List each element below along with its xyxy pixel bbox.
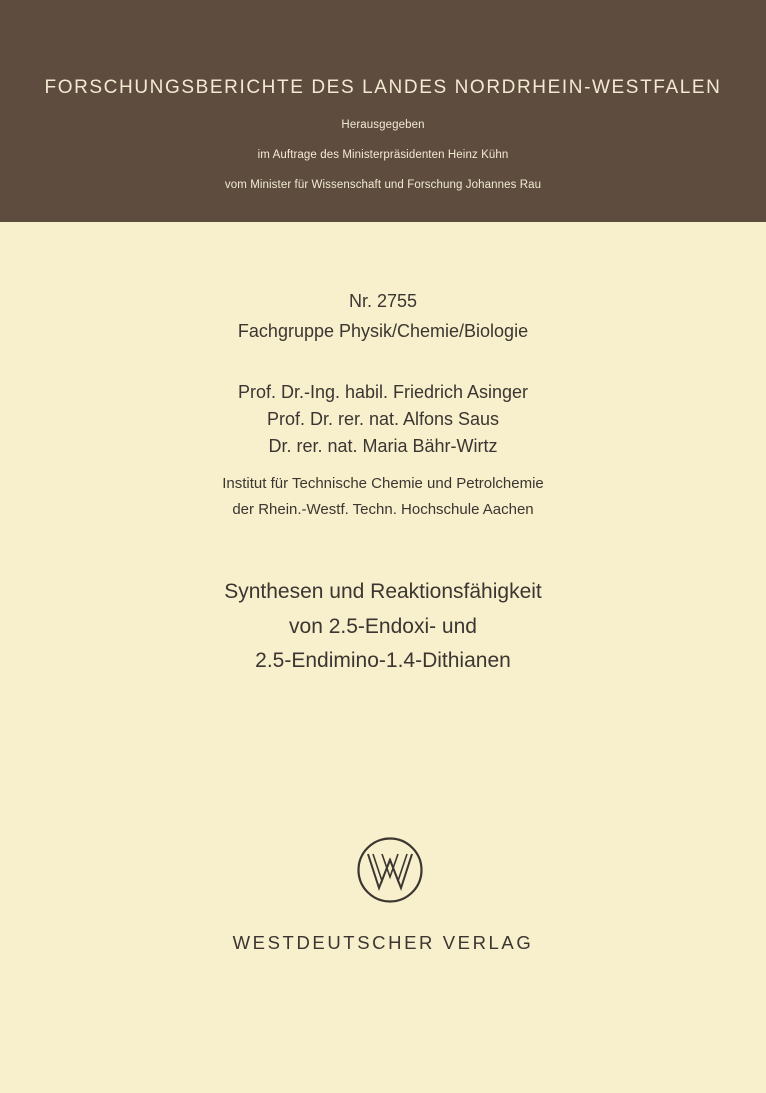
header-band (0, 0, 766, 222)
editor-line-1: Herausgegeben (341, 119, 425, 131)
wv-circle-logo-icon (356, 836, 424, 904)
series-title: FORSCHUNGSBERICHTE DES LANDES NORDRHEIN-WESTFALEN (44, 77, 722, 98)
publisher-name: WESTDEUTSCHER VERLAG (232, 932, 534, 953)
author-3: Dr. rer. nat. Maria Bähr-Wirtz (268, 436, 498, 456)
editor-line-2: im Auftrage des Ministerpräsidenten Heinz Kühn (257, 149, 509, 161)
subject-group: Fachgruppe Physik/Chemie/Biologie (237, 321, 529, 341)
editor-line-3: vom Minister für Wissenschaft und Forschung Johannes Rau (224, 179, 542, 191)
book-title-line-2: von 2.5-Endoxi- und (289, 615, 477, 638)
report-number: Nr. 2755 (348, 291, 418, 311)
book-title-line-3: 2.5-Endimino-1.4-Dithianen (255, 649, 511, 672)
institute-line-1: Institut für Technische Chemie und Petrolchemie (222, 475, 544, 492)
institute-line-2: der Rhein.-Westf. Techn. Hochschule Aachen (232, 501, 534, 518)
book-title-line-1: Synthesen und Reaktionsfähigkeit (224, 580, 542, 603)
author-2: Prof. Dr. rer. nat. Alfons Saus (266, 409, 500, 429)
author-1: Prof. Dr.-Ing. habil. Friedrich Asinger (237, 382, 529, 402)
